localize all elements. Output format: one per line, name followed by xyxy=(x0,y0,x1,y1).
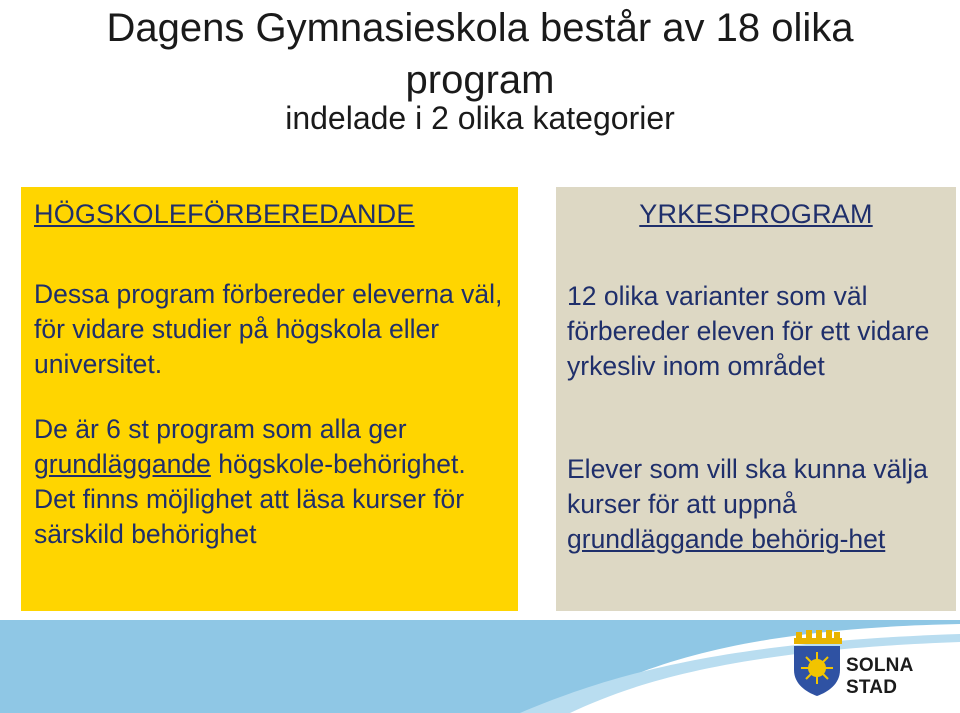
hogskoleforberedande-description: Dessa program förbereder eleverna väl, för vidare studier på högskola eller universitet. xyxy=(34,279,503,379)
yrkesprogram-box xyxy=(556,187,956,611)
hogskoleforberedande-details xyxy=(34,412,514,552)
yrkesprogram-heading: YRKESPROGRAM xyxy=(639,199,873,229)
hogskoleforberedande-heading: HÖGSKOLEFÖRBEREDANDE xyxy=(34,199,415,229)
slide-title xyxy=(0,0,960,106)
details-text-end: högskole-behörighet. Det finns möjlighet att läsa kurser för särskild behörighet xyxy=(34,449,466,549)
solna-logo xyxy=(790,630,844,701)
solna-coat-of-arms-icon xyxy=(790,630,844,696)
yrkes-details-text: Elever som vill ska kunna välja kurser för att uppnå xyxy=(567,454,928,519)
hogskoleforberedande-box xyxy=(21,187,518,611)
solna-stad-label: SOLNA STAD xyxy=(846,655,913,698)
grundlaggande-behorighet-underlined: grundläggande behörig-het xyxy=(567,524,886,554)
yrkesprogram-description: 12 olika varianter som väl förbereder eleven för ett vidare yrkesliv inom området xyxy=(567,281,930,381)
title-line-2: program xyxy=(405,58,555,102)
slide-subtitle: indelade i 2 olika kategorier xyxy=(285,100,675,136)
yrkesprogram-details xyxy=(567,452,952,557)
details-text-start: De är 6 st program som alla ger xyxy=(34,414,407,444)
title-line-1: Dagens Gymnasieskola består av 18 olika xyxy=(106,6,854,50)
grundlaggande-underlined: grundläggande xyxy=(34,449,211,479)
